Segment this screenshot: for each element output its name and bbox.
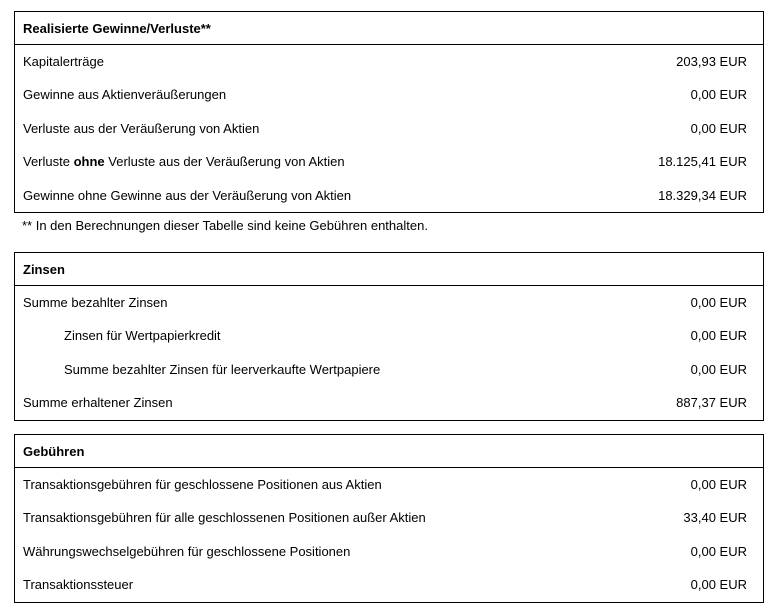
row-value: 0,00 EUR [690, 295, 747, 310]
row-label [23, 145, 345, 178]
table-row [15, 179, 763, 212]
row-value: 33,40 EUR [683, 510, 747, 526]
gains-losses-table [14, 11, 764, 213]
row-label: Kapitalerträge [23, 54, 104, 69]
row-label: Gewinne aus Aktienveräußerungen [23, 87, 227, 103]
row-value: 0,00 EUR [690, 328, 747, 344]
row-value: 0,00 EUR [690, 87, 747, 103]
table-row [15, 468, 763, 501]
row-label: Gewinne ohne Gewinne aus der Veräußerung von Aktien [23, 187, 352, 203]
table-row [15, 535, 763, 568]
row-value: 887,37 EUR [676, 395, 747, 411]
table-row [15, 78, 763, 111]
row-label: Transaktionssteuer [23, 577, 134, 593]
gains-losses-title: Realisierte Gewinne/Verluste** [15, 12, 763, 45]
row-label-start: Verluste [23, 154, 74, 170]
fees-footnote: ** In den Berechnungen dieser Tabelle sind keine Gebühren enthalten. [22, 218, 428, 233]
row-value: 18.329,34 EUR [658, 187, 747, 203]
row-value: 18.125,41 EUR [658, 154, 747, 170]
row-value: 0,00 EUR [690, 120, 747, 136]
table-row [15, 568, 763, 601]
row-value: 0,00 EUR [690, 361, 747, 377]
row-label: Summe erhaltener Zinsen [23, 395, 173, 411]
row-value: 0,00 EUR [690, 577, 747, 593]
table-row [15, 145, 763, 178]
row-label: Summe bezahlter Zinsen [23, 295, 168, 310]
table-row [15, 112, 763, 145]
interest-table [14, 252, 764, 421]
row-label: Transaktionsgebühren für alle geschlossenen Positionen außer Aktien [23, 510, 426, 526]
table-row [15, 319, 763, 352]
interest-title: Zinsen [15, 253, 763, 286]
row-label: Zinsen für Wertpapierkredit [64, 328, 221, 344]
table-row [15, 386, 763, 419]
row-label: Summe bezahlter Zinsen für leerverkaufte Wertpapiere [64, 361, 381, 377]
row-label: Verluste aus der Veräußerung von Aktien [23, 120, 260, 136]
row-label: Transaktionsgebühren für geschlossene Positionen aus Aktien [23, 477, 382, 492]
row-label: Währungswechselgebühren für geschlossene Positionen [23, 543, 351, 559]
row-value: 203,93 EUR [676, 54, 747, 69]
fees-title: Gebühren [15, 435, 763, 468]
row-label-emphasis: ohne [73, 154, 105, 170]
table-row [15, 45, 763, 78]
row-value: 0,00 EUR [690, 543, 747, 559]
table-row [15, 353, 763, 386]
row-value: 0,00 EUR [690, 477, 747, 492]
row-label-end: Verluste aus der Veräußerung von Aktien [104, 154, 345, 170]
table-row [15, 501, 763, 534]
fees-table [14, 434, 764, 603]
table-row [15, 286, 763, 319]
